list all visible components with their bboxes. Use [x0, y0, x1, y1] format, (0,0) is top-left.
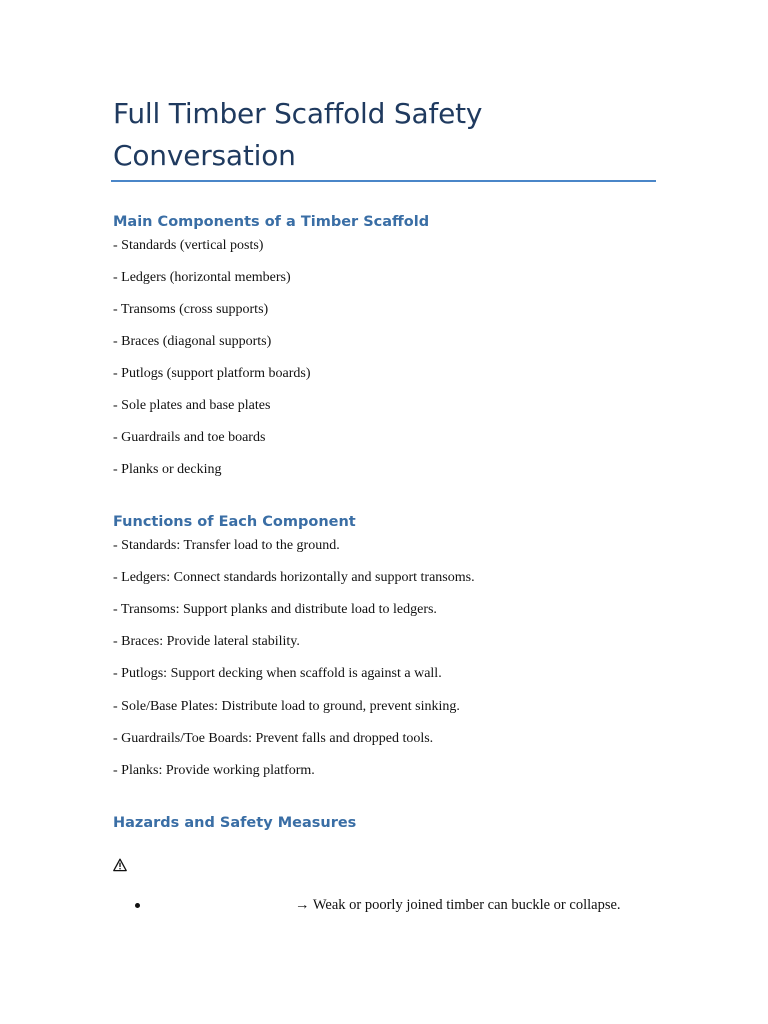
document-title: Full Timber Scaffold Safety Conversation	[113, 97, 483, 172]
title-underline	[111, 180, 656, 182]
list-item: - Braces: Provide lateral stability.	[113, 634, 300, 649]
bullet-text: → Weak or poorly joined timber can buckle or collapse.	[295, 897, 621, 913]
section-heading-hazards: Hazards and Safety Measures	[113, 815, 357, 831]
list-item: - Putlogs (support platform boards)	[113, 366, 311, 381]
list-item: - Ledgers (horizontal members)	[113, 270, 291, 285]
section-heading-main-components: Main Components of a Timber Scaffold	[113, 214, 430, 230]
section-heading-functions: Functions of Each Component	[113, 514, 356, 530]
list-item: - Braces (diagonal supports)	[113, 334, 272, 349]
list-item: - Guardrails and toe boards	[113, 430, 266, 445]
list-item: - Putlogs: Support decking when scaffold is against a wall.	[113, 666, 442, 681]
list-item: - Ledgers: Connect standards horizontally and support transoms.	[113, 570, 475, 585]
bullet-dot	[135, 903, 140, 908]
list-item: - Planks or decking	[113, 462, 222, 477]
list-item: - Transoms: Support planks and distribute load to ledgers.	[113, 602, 437, 617]
list-item: - Planks: Provide working platform.	[113, 763, 315, 778]
list-item: - Sole/Base Plates: Distribute load to ground, prevent sinking.	[113, 699, 460, 714]
list-item: - Sole plates and base plates	[113, 398, 271, 413]
list-item	[113, 895, 656, 915]
list-item: - Transoms (cross supports)	[113, 302, 269, 317]
list-item: - Standards: Transfer load to the ground.	[113, 538, 340, 553]
warning-triangle-icon	[113, 858, 127, 872]
list-item: - Standards (vertical posts)	[113, 238, 264, 253]
list-item: - Guardrails/Toe Boards: Prevent falls and dropped tools.	[113, 731, 434, 746]
